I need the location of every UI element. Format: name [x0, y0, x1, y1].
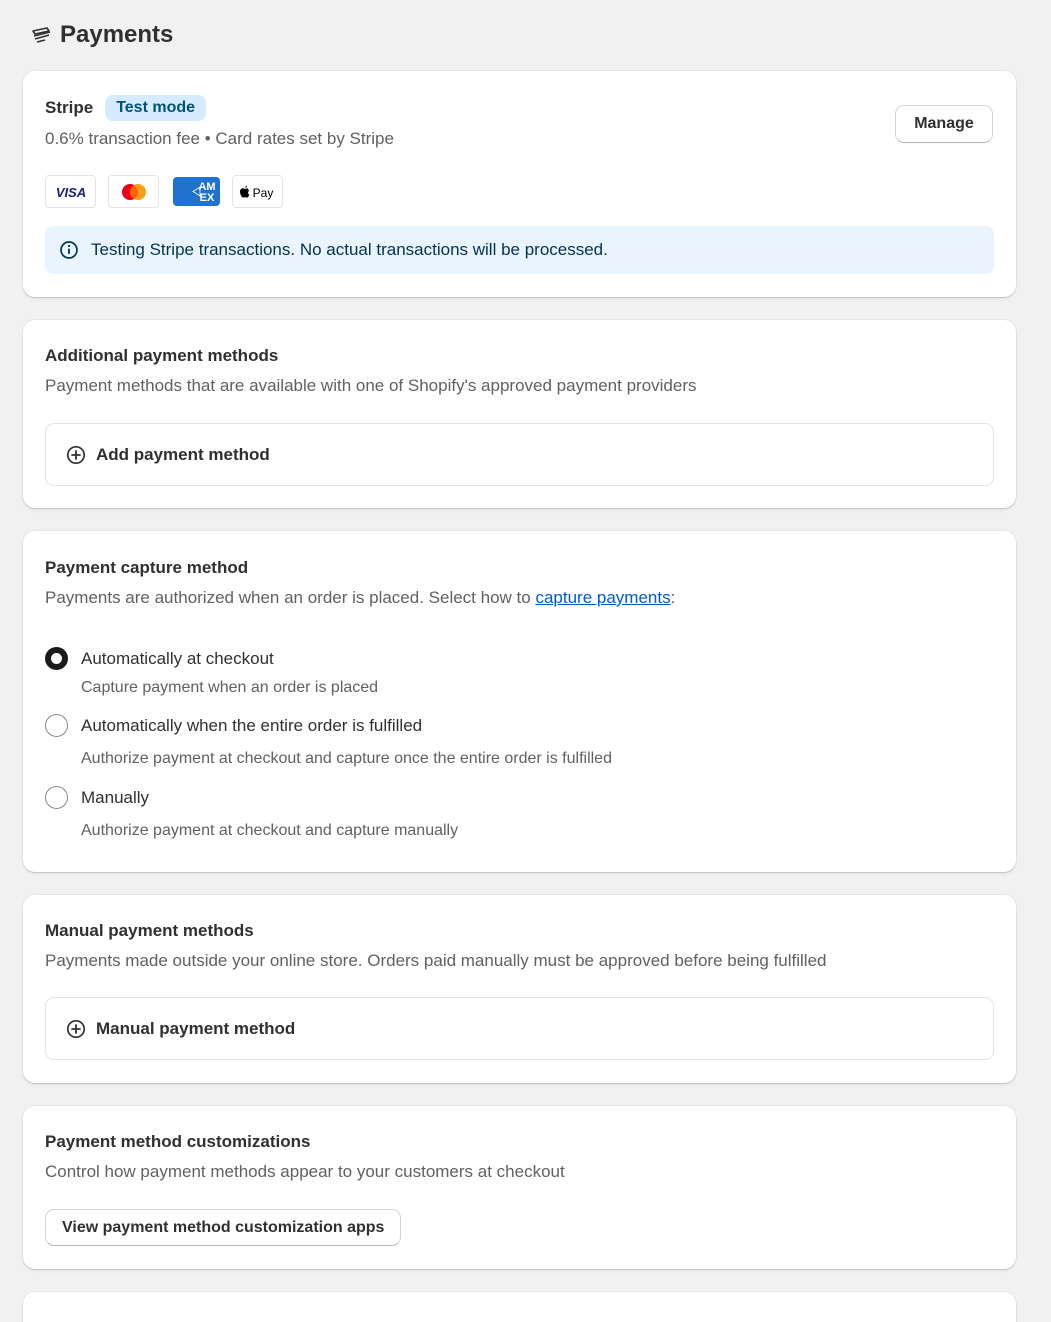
manual-methods-card — [23, 895, 1016, 1083]
plus-circle-icon — [66, 1019, 86, 1039]
manual-methods-subtitle: Payments made outside your online store. Orders paid manually must be approved before being fulfilled — [45, 951, 827, 970]
page-title — [30, 20, 173, 50]
visa-icon — [45, 175, 96, 208]
customizations-title: Payment method customizations — [45, 1132, 311, 1151]
apple-pay-icon — [232, 175, 283, 208]
radio-manual[interactable] — [45, 786, 68, 809]
additional-methods-card — [23, 320, 1016, 508]
add-payment-method-label: Add payment method — [96, 444, 270, 464]
test-mode-info-banner — [45, 226, 994, 274]
capture-option-help: Authorize payment at checkout and capture manually — [81, 822, 459, 839]
capture-option-fulfilled[interactable] — [45, 714, 422, 737]
capture-option-help: Capture payment when an order is placed — [81, 679, 379, 696]
capture-option-label: Automatically when the entire order is fulfilled — [81, 715, 423, 735]
add-payment-method-button[interactable] — [45, 423, 994, 486]
visa-label: VISA — [55, 184, 86, 199]
stripe-title: Stripe — [45, 98, 94, 117]
capture-option-checkout[interactable] — [45, 647, 274, 670]
info-banner-text: Testing Stripe transactions. No actual transactions will be processed. — [91, 240, 608, 259]
next-card — [23, 1292, 1016, 1322]
capture-option-help: Authorize payment at checkout and capture once the entire order is fulfilled — [81, 750, 612, 767]
capture-subtitle-prefix: Payments are authorized when an order is placed. Select how to — [45, 588, 536, 607]
amex-label-bottom: EX — [199, 192, 215, 204]
page-title-text: Payments — [60, 21, 174, 48]
additional-methods-subtitle: Payment methods that are available with one of Shopify's approved payment providers — [45, 376, 697, 395]
stripe-header — [45, 95, 206, 121]
stripe-card — [23, 71, 1016, 297]
capture-method-card — [23, 531, 1016, 872]
test-mode-badge: Test mode — [105, 95, 206, 121]
radio-checkout[interactable] — [45, 647, 68, 670]
plus-circle-icon — [66, 445, 86, 465]
additional-methods-title: Additional payment methods — [45, 346, 279, 365]
customizations-subtitle: Control how payment methods appear to your customers at checkout — [45, 1162, 565, 1181]
manual-payment-method-label: Manual payment method — [96, 1018, 296, 1038]
apple-pay-label: Pay — [252, 185, 273, 200]
mastercard-icon — [108, 175, 159, 208]
capture-subtitle-suffix: : — [670, 588, 676, 607]
customizations-card — [23, 1106, 1016, 1269]
amex-icon — [173, 177, 220, 206]
capture-method-subtitle — [45, 588, 675, 608]
capture-option-label: Automatically at checkout — [81, 648, 274, 668]
manual-payment-method-button[interactable] — [45, 997, 994, 1060]
radio-fulfilled[interactable] — [45, 714, 68, 737]
amex-label-top: AM — [198, 181, 216, 193]
capture-method-title: Payment capture method — [45, 558, 249, 577]
manage-button[interactable]: Manage — [895, 105, 993, 143]
manual-methods-title: Manual payment methods — [45, 921, 254, 940]
view-customization-apps-button[interactable]: View payment method customization apps — [45, 1209, 401, 1246]
capture-payments-link[interactable]: capture payments — [535, 588, 671, 607]
info-icon — [59, 240, 79, 260]
payments-icon — [30, 25, 54, 45]
capture-option-manual[interactable] — [45, 786, 149, 809]
payment-method-icons — [45, 175, 283, 208]
capture-option-label: Manually — [81, 787, 150, 807]
stripe-fee-text: 0.6% transaction fee • Card rates set by Stripe — [45, 129, 394, 148]
